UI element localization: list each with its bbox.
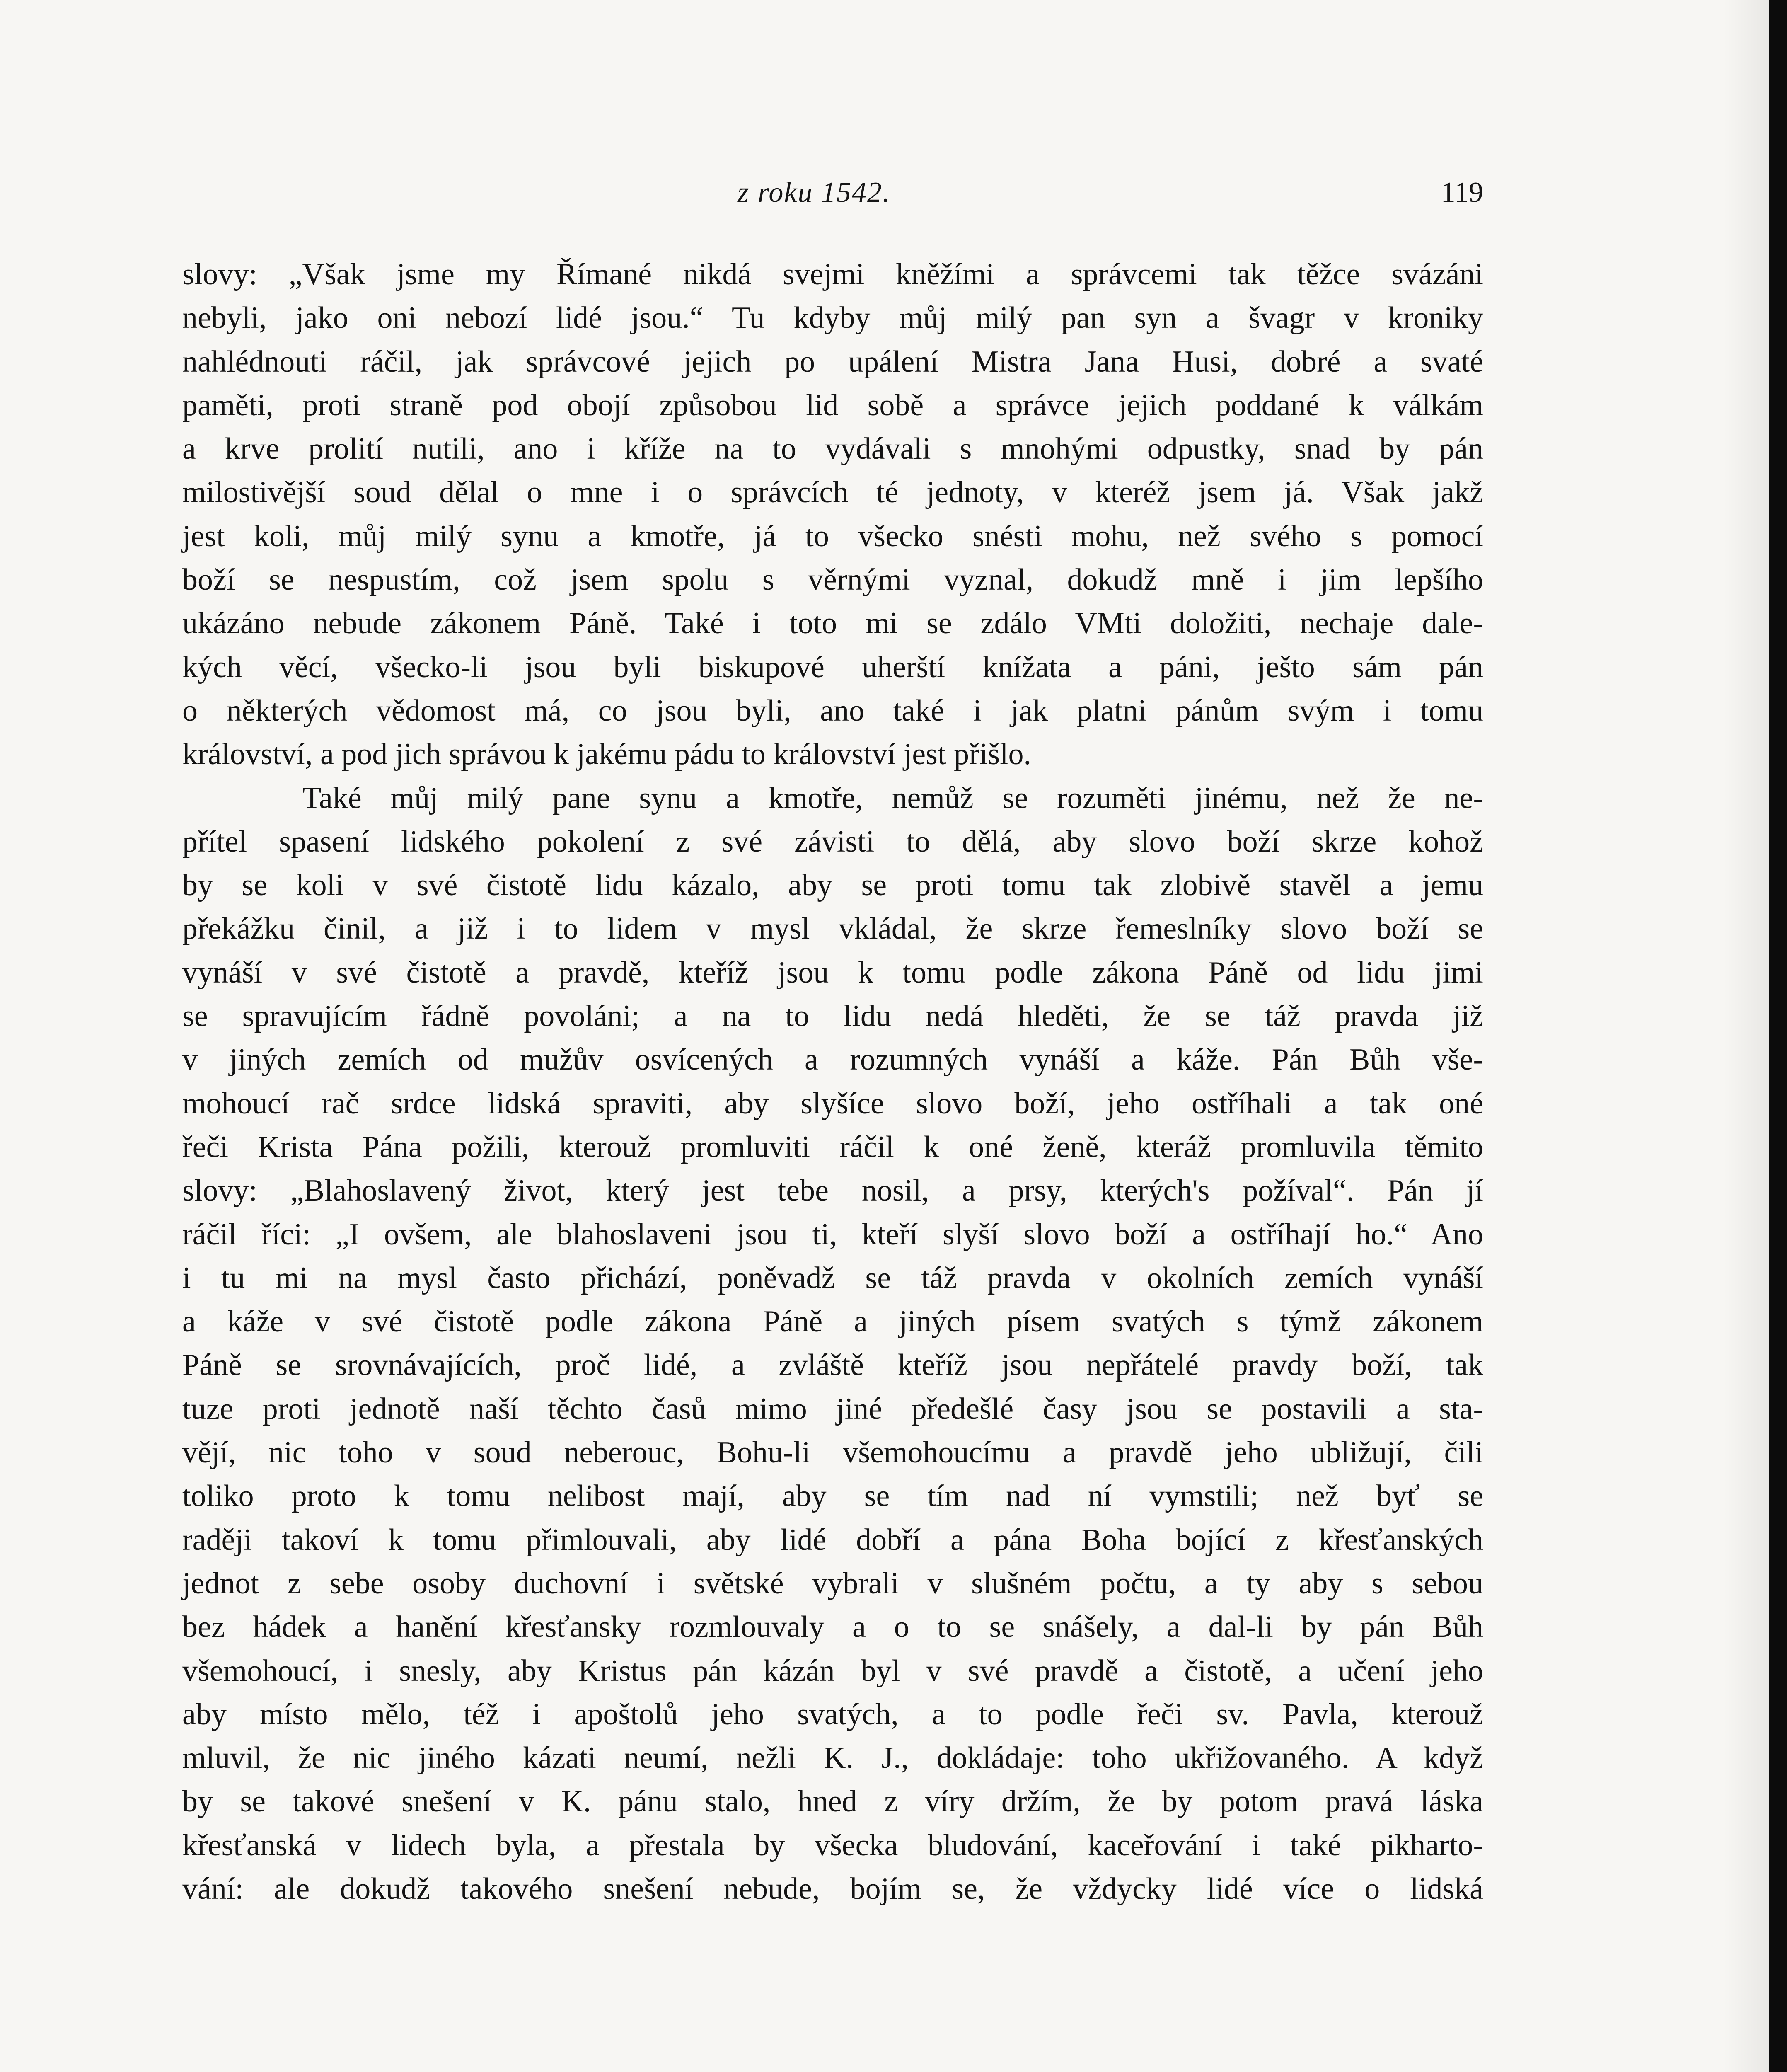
paragraph [182,777,1483,1911]
text-line: všemohoucí, i snesly, aby Kristus pán kázán byl v své pravdě a čistotě, a učení jeho [182,1653,1483,1688]
text-line: mohoucí rač srdce lidská spraviti, aby slyšíce slovo boží, jeho ostříhali a tak oné [182,1086,1483,1121]
text-line: překážku činil, a již i to lidem v mysl vkládal, že skrze řemeslníky slovo boží se [182,912,1483,946]
page-edge-shadow [1724,0,1769,2072]
text-line: kých věcí, všecko-li jsou byli biskupové uherští knížata a páni, ješto sám pán [182,650,1483,684]
text-line: nahlédnouti ráčil, jak správcové jejich po upálení Mistra Jana Husi, dobré a svaté [182,344,1483,379]
text-line: i tu mi na mysl často přichází, poněvadž se táž pravda v okolních zemích vynáší [182,1261,1483,1295]
page-number: 119 [1441,177,1483,208]
text-line: v jiných zemích od mužův osvícených a rozumných vynáší a káže. Pán Bůh vše- [182,1043,1483,1077]
text-line: o některých vědomost má, co jsou byli, ano také i jak platni pánům svým i tomu [182,693,1483,728]
text-line: boží se nespustím, což jsem spolu s věrnými vyznal, dokudž mně i jim lepšího [182,563,1483,597]
text-line: by se koli v své čistotě lidu kázalo, aby se proti tomu tak zlobivě stavěl a jemu [182,868,1483,903]
text-line: slovy: „Však jsme my Římané nikdá svejmi kněžími a správcemi tak těžce svázáni [182,257,1483,291]
text-line: přítel spasení lidského pokolení z své závisti to dělá, aby slovo boží skrze kohož [182,824,1483,859]
text-line: křesťanská v lidech byla, a přestala by všecka bludování, kaceřování i také pikharto- [182,1828,1483,1862]
text-line: toliko proto k tomu nelibost mají, aby se tím nad ní vymstili; než byť se [182,1479,1483,1513]
text-line: slovy: „Blahoslavený život, který jest tebe nosil, a prsy, kterých's požíval“. Pán jí [182,1174,1483,1208]
text-line: vějí, nic toho v soud neberouc, Bohu-li všemohoucímu a pravdě jeho ubližují, čili [182,1435,1483,1470]
text-line: jest koli, můj milý synu a kmotře, já to všecko snésti mohu, než svého s pomocí [182,519,1483,553]
text-line: jednot z sebe osoby duchovní i světské vybrali v slušném počtu, a ty aby s sebou [182,1566,1483,1600]
text-line: a krve prolití nutili, ano i kříže na to vydávali s mnohými odpustky, snad by pán [182,432,1483,466]
text-line: bez hádek a hanění křesťansky rozmlouvaly a o to se snášely, a dal-li by pán Bůh [182,1610,1483,1644]
text-line: nebyli, jako oni nebozí lidé jsou.“ Tu kdyby můj milý pan syn a švagr v kroniky [182,301,1483,335]
text-line: mluvil, že nic jiného kázati neumí, nežli K. J., dokládaje: toho ukřižovaného. A když [182,1741,1483,1775]
text-line: by se takové snešení v K. pánu stalo, hned z víry držím, že by potom pravá láska [182,1784,1483,1819]
text-line: paměti, proti straně pod obojí způsobou lid sobě a správce jejich poddané k válkám [182,388,1483,422]
scan-border-right [1769,0,1787,2072]
text-line: ukázáno nebude zákonem Páně. Také i toto mi se zdálo VMti doložiti, nechaje dale- [182,606,1483,641]
text-line: ráčil říci: „I ovšem, ale blahoslaveni jsou ti, kteří slyší slovo boží a ostříhají ho.“ Ano [182,1217,1483,1251]
text-line: se spravujícím řádně povoláni; a na to lidu nedá hleděti, že se táž pravda již [182,999,1483,1034]
paragraph [182,253,1483,777]
text-line: milostivější soud dělal o mne i o správcích té jednoty, v kteréž jsem já. Však jakž [182,475,1483,510]
page-header [182,176,1483,222]
text-line: aby místo mělo, též i apoštolů jeho svatých, a to podle řeči sv. Pavla, kterouž [182,1697,1483,1731]
text-line: království, a pod jich správou k jakému pádu to království jest přišlo. [182,737,1032,772]
text-line: řeči Krista Pána požili, kterouž promluviti ráčil k oné ženě, kteráž promluvila těmito [182,1130,1483,1164]
body-text [182,253,1483,1911]
text-line: tuze proti jednotě naší těchto časů mimo jiné předešlé časy jsou se postavili a sta- [182,1392,1483,1426]
text-line: vání: ale dokudž takového snešení nebude, bojím se, že vždycky lidé více o lidská [182,1871,1483,1906]
running-head: z roku 1542. [738,177,891,208]
text-line: raději takoví k tomu přimlouvali, aby lidé dobří a pána Boha bojící z křesťanských [182,1523,1483,1557]
text-line: Páně se srovnávajících, proč lidé, a zvláště kteříž jsou nepřátelé pravdy boží, tak [182,1348,1483,1382]
text-line: Také můj milý pane synu a kmotře, nemůž se rozuměti jinému, než že ne- [302,781,1483,815]
text-line: a káže v své čistotě podle zákona Páně a jiných písem svatých s týmž zákonem [182,1305,1483,1339]
text-line: vynáší v své čistotě a pravdě, kteříž jsou k tomu podle zákona Páně od lidu jimi [182,955,1483,990]
